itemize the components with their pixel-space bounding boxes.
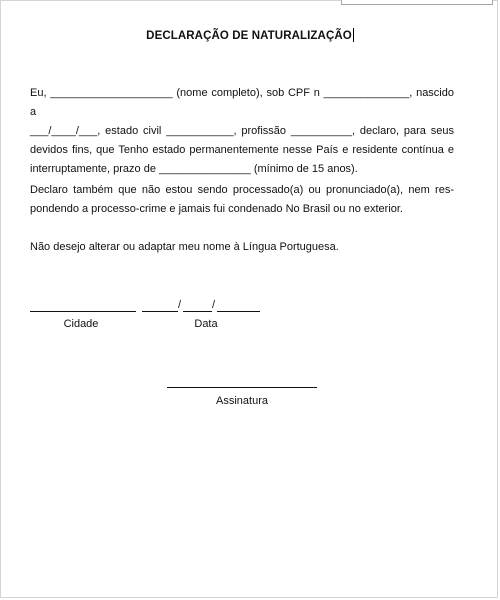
paragraph-identification[interactable] xyxy=(30,84,454,179)
paragraph-criminal-record[interactable] xyxy=(30,181,454,219)
date-day-blank[interactable] xyxy=(142,311,178,312)
city-blank[interactable] xyxy=(30,311,136,312)
date-year-blank[interactable] xyxy=(217,311,260,312)
paragraph-name-change[interactable] xyxy=(30,238,454,257)
paragraph-line: Declaro também que não estou sendo processado(a) ou pronunciado(a), nem res- xyxy=(30,184,454,196)
text-cursor xyxy=(353,28,354,42)
paragraph-line: interruptamente, prazo de _______________ (mínimo de 15 anos). xyxy=(30,163,358,175)
paragraph-line: Eu, ____________________ (nome completo), sob CPF n ______________, nascido a xyxy=(30,87,454,118)
signature-blank[interactable] xyxy=(167,387,317,388)
paragraph-line: Não desejo alterar ou adaptar meu nome à Língua Portuguesa. xyxy=(30,241,339,253)
date-month-blank[interactable] xyxy=(183,311,212,312)
paragraph-line: devidos fins, que Tenho estado permanentemente nesse País e residente contínua e xyxy=(30,144,454,156)
signature-label: Assinatura xyxy=(216,395,268,407)
date-separator: / xyxy=(178,299,182,311)
document-title-text: DECLARAÇÃO DE NATURALIZAÇÃO xyxy=(146,30,352,42)
date-separator: / xyxy=(212,299,216,311)
date-label: Data xyxy=(194,318,218,330)
document-title[interactable] xyxy=(0,28,500,42)
city-label: Cidade xyxy=(63,318,99,330)
window-corner-box xyxy=(341,0,493,5)
paragraph-line: pondendo a processo-crime e jamais fui condenado No Brasil ou no exterior. xyxy=(30,203,403,215)
paragraph-line: ___/____/___, estado civil ___________, profissão __________, declaro, para seus xyxy=(30,125,454,137)
